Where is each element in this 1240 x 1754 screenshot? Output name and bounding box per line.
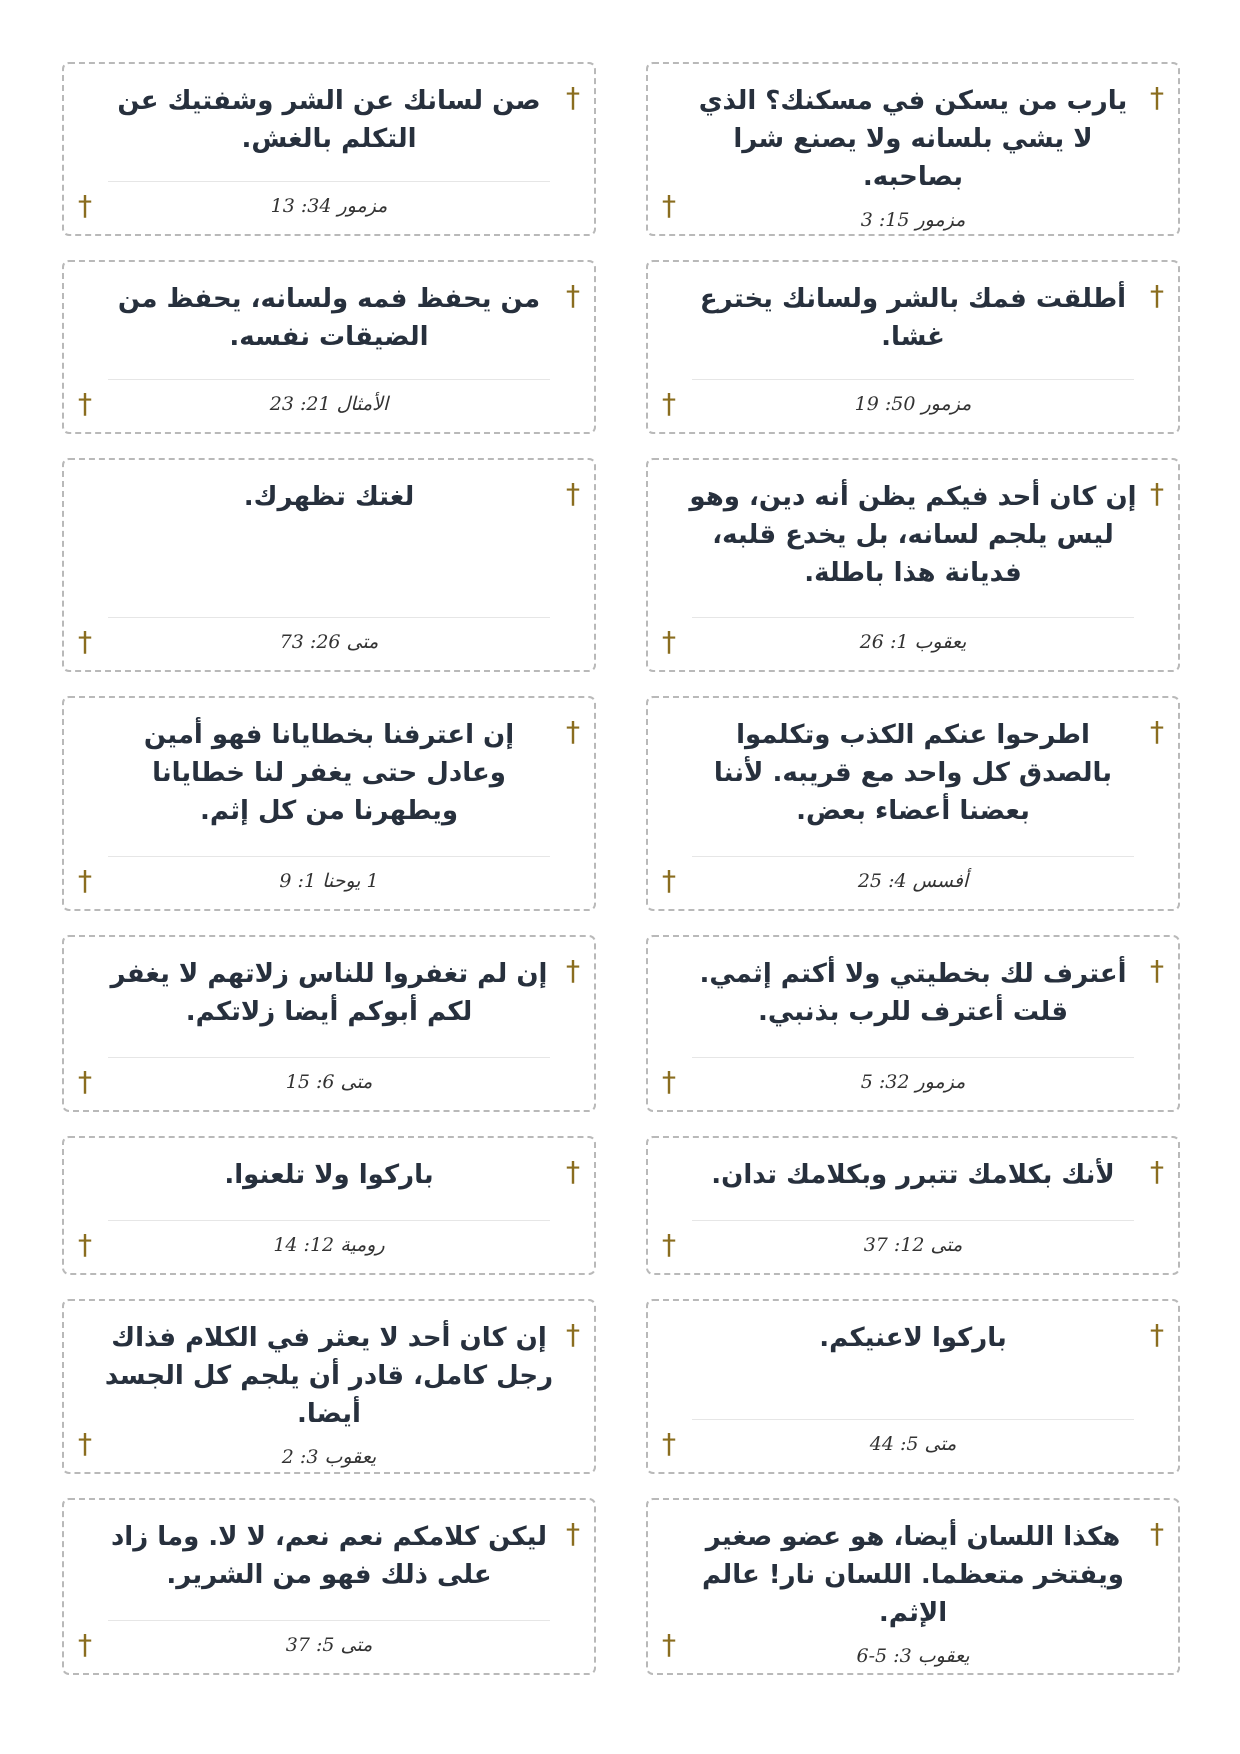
cross-icon: †	[566, 954, 580, 987]
verse-text: ليكن كلامكم نعم نعم، لا لا. وما زاد على ذلك فهو من الشرير.	[110, 1522, 548, 1590]
cross-icon: †	[662, 1628, 676, 1661]
verse-reference: متى 12: 37	[863, 1234, 963, 1256]
verse-card	[62, 1299, 596, 1474]
cross-icon: †	[78, 864, 92, 897]
verse-card	[646, 1299, 1180, 1474]
cross-icon: †	[1150, 477, 1164, 510]
verse-reference: متى 5: 44	[869, 1433, 957, 1455]
verse-text: إن كان أحد فيكم يظن أنه دين، وهو ليس يلجم لسانه، بل يخدع قلبه، فديانة هذا باطلة.	[689, 482, 1137, 588]
cross-icon: †	[1150, 1155, 1164, 1188]
verse-reference: الأمثال 21: 23	[269, 393, 389, 415]
verse-text: إن لم تغفروا للناس زلاتهم لا يغفر لكم أبوكم أيضا زلاتكم.	[110, 959, 548, 1027]
verse-reference: متى 5: 37	[285, 1634, 373, 1656]
cross-icon: †	[566, 1517, 580, 1550]
verse-reference: يعقوب 3: 5-6	[856, 1645, 970, 1667]
verse-reference: يعقوب 1: 26	[859, 631, 967, 653]
verse-card	[62, 62, 596, 236]
verse-cards-grid	[62, 62, 1180, 1675]
verse-reference: مزمور 32: 5	[860, 1071, 966, 1093]
verse-card	[646, 1136, 1180, 1275]
cross-icon: †	[78, 387, 92, 420]
cross-icon: †	[662, 625, 676, 658]
verse-card	[646, 1498, 1180, 1675]
verse-reference: يعقوب 3: 2	[281, 1446, 377, 1468]
cross-icon: †	[1150, 954, 1164, 987]
cross-icon: †	[566, 1318, 580, 1351]
verse-card	[646, 696, 1180, 911]
cross-icon: †	[662, 1228, 676, 1261]
cross-icon: †	[566, 1155, 580, 1188]
verse-text: لغتك تظهرك.	[243, 482, 415, 512]
verse-text: باركوا لاعنيكم.	[819, 1323, 1007, 1353]
verse-text: إن كان أحد لا يعثر في الكلام فذاك رجل كامل، قادر أن يلجم كل الجسد أيضا.	[104, 1323, 554, 1429]
cross-icon: †	[662, 864, 676, 897]
verse-card	[62, 458, 596, 672]
cross-icon: †	[78, 1427, 92, 1460]
verse-text: أطلقت فمك بالشر ولسانك يخترع غشا.	[699, 284, 1127, 352]
cross-icon: †	[78, 189, 92, 222]
verse-card	[62, 696, 596, 911]
verse-reference: مزمور 34: 13	[270, 195, 388, 217]
verse-text: أعترف لك بخطيتي ولا أكتم إثمي. قلت أعترف للرب بذنبي.	[699, 959, 1127, 1027]
verse-card	[646, 458, 1180, 672]
cross-icon: †	[566, 81, 580, 114]
cross-icon: †	[566, 715, 580, 748]
verse-reference: رومية 12: 14	[273, 1234, 385, 1256]
verse-reference: متى 6: 15	[285, 1071, 373, 1093]
verse-text: صن لسانك عن الشر وشفتيك عن التكلم بالغش.	[117, 86, 541, 154]
cross-icon: †	[78, 1065, 92, 1098]
cross-icon: †	[78, 1628, 92, 1661]
verse-reference: متى 26: 73	[279, 631, 379, 653]
verse-card	[646, 62, 1180, 236]
cross-icon: †	[566, 477, 580, 510]
cross-icon: †	[566, 279, 580, 312]
cross-icon: †	[662, 1065, 676, 1098]
verse-text: يارب من يسكن في مسكنك؟ الذي لا يشي بلسانه ولا يصنع شرا بصاحبه.	[698, 86, 1128, 192]
cross-icon: †	[78, 625, 92, 658]
verse-reference: أفسس 4: 25	[857, 870, 969, 892]
cross-icon: †	[1150, 81, 1164, 114]
verse-card	[62, 260, 596, 434]
verse-text: هكذا اللسان أيضا، هو عضو صغير ويفتخر متعظما. اللسان نار! عالم الإثم.	[702, 1522, 1124, 1628]
verse-reference: مزمور 50: 19	[854, 393, 972, 415]
verse-card	[62, 935, 596, 1112]
verse-card	[646, 260, 1180, 434]
cross-icon: †	[1150, 279, 1164, 312]
verse-text: اطرحوا عنكم الكذب وتكلموا بالصدق كل واحد مع قريبه. لأننا بعضنا أعضاء بعض.	[713, 720, 1113, 826]
verse-text: إن اعترفنا بخطايانا فهو أمين وعادل حتى يغفر لنا خطايانا ويطهرنا من كل إثم.	[143, 720, 515, 826]
cross-icon: †	[1150, 1517, 1164, 1550]
cross-icon: †	[662, 1427, 676, 1460]
cross-icon: †	[1150, 1318, 1164, 1351]
verse-card	[62, 1498, 596, 1675]
verse-text: لأنك بكلامك تتبرر وبكلامك تدان.	[711, 1160, 1115, 1190]
verse-reference: 1 يوحنا 1: 9	[279, 870, 379, 892]
cross-icon: †	[78, 1228, 92, 1261]
verse-reference: مزمور 15: 3	[860, 209, 966, 231]
cross-icon: †	[1150, 715, 1164, 748]
verse-text: من يحفظ فمه ولسانه، يحفظ من الضيقات نفسه.	[117, 284, 541, 352]
cross-icon: †	[662, 387, 676, 420]
verse-card	[62, 1136, 596, 1275]
cross-icon: †	[662, 189, 676, 222]
verse-card	[646, 935, 1180, 1112]
verse-text: باركوا ولا تلعنوا.	[224, 1160, 434, 1190]
